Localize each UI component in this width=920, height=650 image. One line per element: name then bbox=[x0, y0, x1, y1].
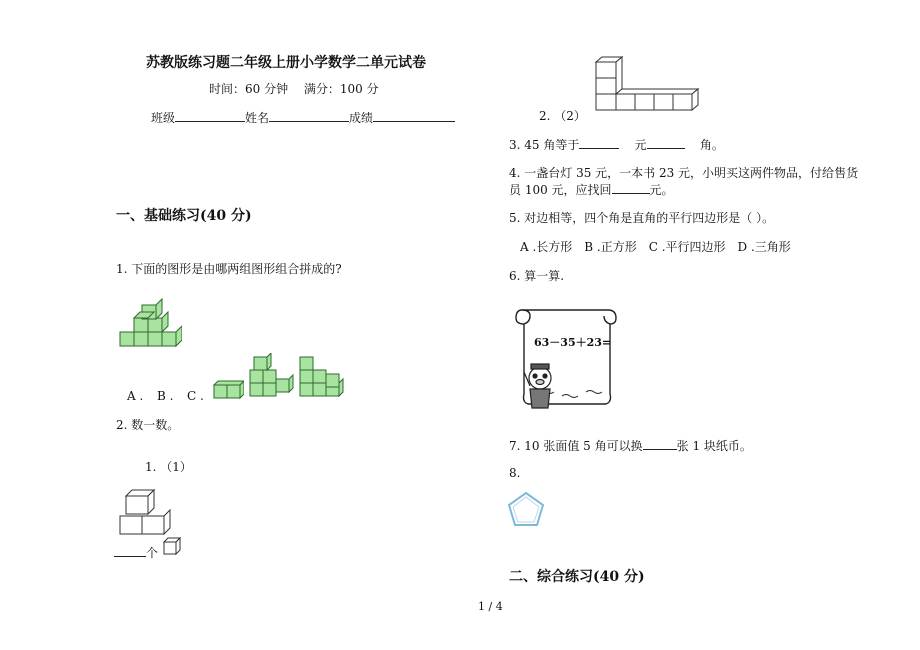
q6-text: 6. 算一算. bbox=[509, 269, 565, 283]
section2-title: 二、综合练习(40 分) bbox=[509, 569, 645, 585]
q3-text-c: 角。 bbox=[699, 138, 724, 152]
time-info: 时间：60 分钟 满分：100 分 bbox=[209, 82, 379, 96]
class-label: 班级 bbox=[151, 111, 176, 125]
score-label: 成绩 bbox=[349, 111, 374, 125]
q7-text-a: 7. 10 张面值 5 角可以换 bbox=[509, 439, 643, 453]
q3-blank-jiao[interactable] bbox=[647, 136, 685, 149]
q6-expression: 63－35＋23= bbox=[534, 336, 612, 349]
q2-sub1-unit: 个 bbox=[146, 546, 159, 560]
q3-text-b: 元 bbox=[634, 138, 647, 152]
q1-cube-figure bbox=[112, 296, 182, 352]
class-blank[interactable] bbox=[175, 109, 245, 122]
q1-option-c[interactable]: C . bbox=[187, 389, 204, 403]
student-info-line bbox=[151, 109, 455, 126]
q2-sub1-answer-line bbox=[114, 544, 158, 561]
section1-title: 一、基础练习(40 分) bbox=[116, 208, 252, 224]
q2-sub2-cube-figure bbox=[592, 54, 704, 116]
q4-blank[interactable] bbox=[612, 181, 650, 194]
q3-blank-yuan[interactable] bbox=[579, 136, 619, 149]
q4-line1: 4. 一盏台灯 35 元，一本书 23 元，小明买这两件物品，付给售货 bbox=[509, 166, 859, 180]
q6-scroll-illustration bbox=[508, 306, 618, 410]
scroll-icon bbox=[508, 306, 618, 410]
q8-text: 8. bbox=[509, 466, 521, 480]
page-title: 苏教版练习题二年级上册小学数学二单元试卷 bbox=[146, 55, 426, 71]
option-b-cubes bbox=[248, 353, 294, 399]
q2-sub1-blank[interactable] bbox=[114, 544, 146, 557]
q4-text-b: 元。 bbox=[649, 183, 674, 197]
page-number: 1 / 4 bbox=[478, 600, 503, 613]
option-a-cubes bbox=[212, 378, 244, 400]
q4-line2 bbox=[509, 181, 674, 198]
q3-line bbox=[509, 136, 724, 153]
name-label: 姓名 bbox=[245, 111, 270, 125]
q7-blank[interactable] bbox=[643, 437, 677, 450]
q5-options[interactable]: A .长方形 B .正方形 C .平行四边形 D .三角形 bbox=[520, 240, 791, 254]
q5-text: 5. 对边相等，四个角是直角的平行四边形是（ ）。 bbox=[509, 211, 775, 225]
q2-sub1-label: 1. （1） bbox=[145, 460, 192, 474]
pentagon-shape bbox=[506, 490, 546, 528]
q1-text: 1. 下面的图形是由哪两组图形组合拼成的? bbox=[116, 262, 342, 276]
small-cube-icon bbox=[162, 536, 184, 556]
q2-sub2-label: 2. （2） bbox=[539, 109, 586, 123]
name-blank[interactable] bbox=[269, 109, 349, 122]
q7-line bbox=[509, 437, 752, 454]
q3-text-a: 3. 45 角等于 bbox=[509, 138, 580, 152]
q2-text: 2. 数一数。 bbox=[116, 418, 180, 432]
option-c-cubes bbox=[298, 355, 346, 399]
q1-option-a[interactable]: A . bbox=[127, 389, 144, 403]
score-blank[interactable] bbox=[373, 109, 455, 122]
q4-text-a: 员 100 元，应找回 bbox=[509, 183, 612, 197]
q1-option-b[interactable]: B . bbox=[157, 389, 174, 403]
q7-text-b: 张 1 块纸币。 bbox=[676, 439, 752, 453]
